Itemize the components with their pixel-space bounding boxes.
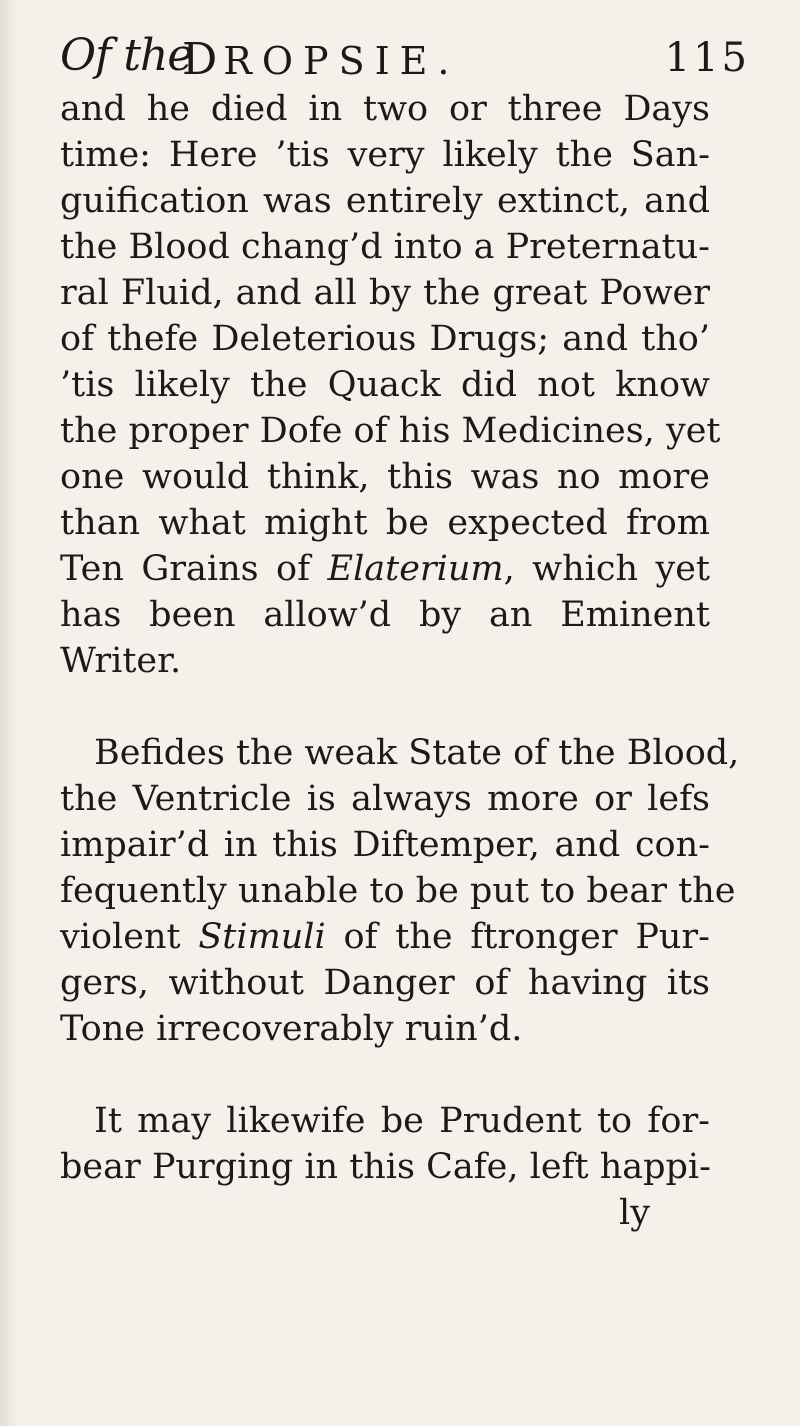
italic-term: Elaterium <box>327 549 504 589</box>
text-line: gers, without Danger of having its <box>60 963 710 1003</box>
catchword: ly <box>619 1193 650 1233</box>
text-line: of thefe Deleterious Drugs; and tho’ <box>60 319 710 359</box>
page-number: 115 <box>664 35 750 81</box>
text-line: the Ventricle is always more or lefs <box>60 779 710 819</box>
text-line: bear Purging in this Cafe, left happi- <box>60 1147 711 1187</box>
text-line: time: Here ’tis very likely the San- <box>60 135 710 175</box>
paragraph-2 <box>60 730 740 1052</box>
text-run: Ten Grains of <box>60 549 328 589</box>
text-line: ’tis likely the Quack did not know <box>60 365 710 405</box>
text-line: It may likewife be Prudent to for- <box>94 1101 710 1141</box>
text-run: , which yet <box>503 549 710 589</box>
text-line: one would think, this was no more <box>60 457 710 497</box>
running-header-title-rest: ROPSIE. <box>223 39 460 83</box>
text-line: the Blood chang’d into a Preternatu- <box>60 227 710 267</box>
text-line: Tone irrecoverably ruin’d. <box>60 1009 523 1049</box>
text-line: the proper Dofe of his Medicines, yet <box>60 411 721 451</box>
text-line: ral Fluid, and all by the great Power <box>60 273 710 313</box>
text-line <box>60 546 710 592</box>
body-text <box>60 86 740 1236</box>
text-run: violent <box>60 917 199 957</box>
text-line: guification was entirely extinct, and <box>60 181 710 221</box>
paragraph-gap <box>60 684 710 730</box>
page-gutter-shadow <box>0 0 18 1426</box>
text-line <box>60 914 710 960</box>
italic-term: Stimuli <box>198 917 326 957</box>
running-header-title <box>182 34 460 85</box>
text-line: fequently unable to be put to bear the <box>60 871 736 911</box>
paragraph-3 <box>60 1098 710 1236</box>
text-run: of the ftronger Pur- <box>325 917 710 957</box>
running-header-prefix: Of the <box>60 30 193 81</box>
text-line: Befides the weak State of the Blood, <box>94 733 740 773</box>
paragraph-gap <box>60 1052 710 1098</box>
text-line: impair’d in this Diftemper, and con- <box>60 825 710 865</box>
paragraph-1 <box>60 86 721 684</box>
text-line: than what might be expected from <box>60 503 710 543</box>
running-header-title-initial: D <box>182 34 224 85</box>
text-line: and he died in two or three Days <box>60 89 710 129</box>
text-line: Writer. <box>60 641 182 681</box>
running-header <box>60 28 750 92</box>
text-line: has been allow’d by an Eminent <box>60 595 710 635</box>
catchword-line <box>60 1190 710 1236</box>
